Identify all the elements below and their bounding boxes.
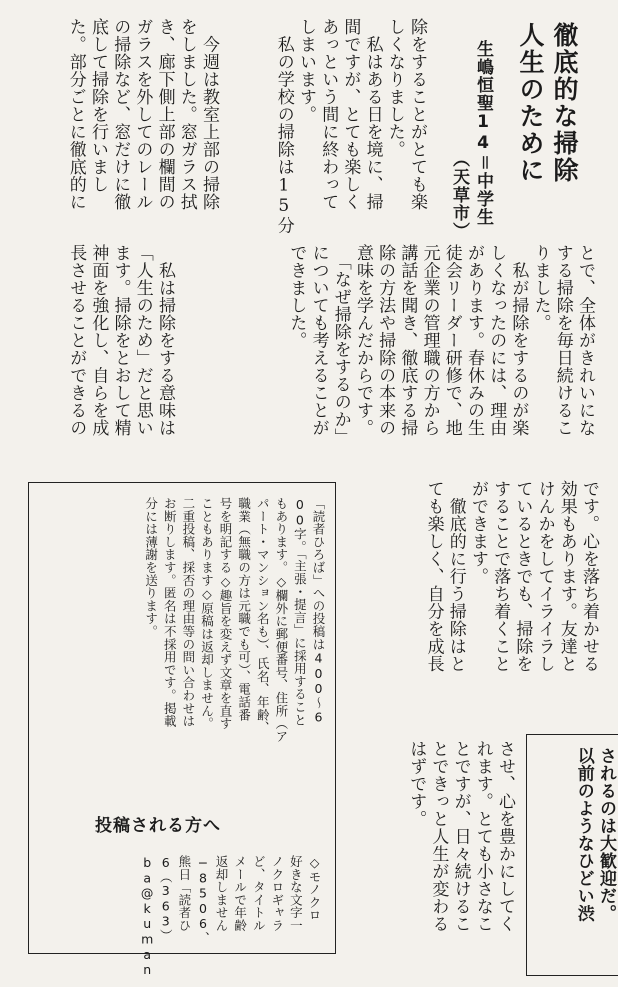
- adjacent-column-text: されるのは大歓迎だ。 以前のようなひどい渋: [573, 747, 616, 922]
- article-paragraph: させ、心を豊かにしてく れます。とても小さなこ とですが、日々続けるこ とできっと人生が変わる はずです。: [406, 740, 515, 933]
- submission-notice-heading: 投稿される方へ: [95, 816, 221, 836]
- article-paragraph: とで、全体がきれいにな する掃除を毎日続けるこ りました。 私が掃除をするのが楽 しくなったのには、理由 があります。春休みの生 徒会リーダー研修で、地 元企業の管理職の方から 講話を聞き、徹底する掃 除の方法や掃除の本来の 意味を学んだからです。 「なぜ掃除をするのか」 についても考えることが できました。: [286, 244, 595, 446]
- adjacent-column-box: [526, 734, 618, 976]
- submission-notice-continued: ◇モノクロ 好きな文字一 ノクロギャラ ど、タイトル メールで年齢 返却しません −8506、 熊日「読者ひ 6（363） ba@kuman: [139, 855, 322, 978]
- article-paragraph: 除をすることがとても楽 しくなりました。 私はある日を境に、掃 間ですが、とても楽しく あっという間に終わって しまいます。 私の学校の掃除は15分: [273, 18, 427, 234]
- article-paragraph: 今週は教室上部の掃除 をしました。窓ガラス拭 き、廊下側上部の欄間の ガラスを外してのレール の掃除など、窓だけに徹 底して掃除を行いまし た。部分ごとに徹底的に: [65, 18, 219, 211]
- article-paragraph: 私は掃除をする意味は 「人生のため」だと思い ます。掃除をとおして精 神面を強化し、自らを成 長させることができるの: [66, 244, 175, 437]
- submission-notice-text: 「読者ひろば」への投稿は400〜6 00字。「主張・提言」に採用すること もあります。◇欄外に郵便番号、住所（ア パート・マンション名も）、氏名、年齢、 職業（無職の方は元職でも可）、電話番 号を明記する◇趣旨を変えず文章を直す こともあります◇原稿は返却しません。 二重投稿、採否の理由等の問い合わせは お断りします。匿名は不採用です。掲載 分には薄謝を送ります。: [143, 497, 326, 743]
- submission-notice-box: [28, 482, 336, 978]
- article-paragraph: です。心を落ち着かせる 効果もあります。友達と けんかをしてイライラし ているときでも、掃除を することで落ち着くこと ができます。 徹底的に行う掃除はと ても楽しく、自分を成長: [423, 480, 599, 673]
- author-location: （天草市）: [449, 150, 469, 240]
- article-title: 徹底的な掃除 人生のために: [516, 22, 579, 184]
- author-name: 生嶋恒聖14＝中学生: [473, 40, 493, 226]
